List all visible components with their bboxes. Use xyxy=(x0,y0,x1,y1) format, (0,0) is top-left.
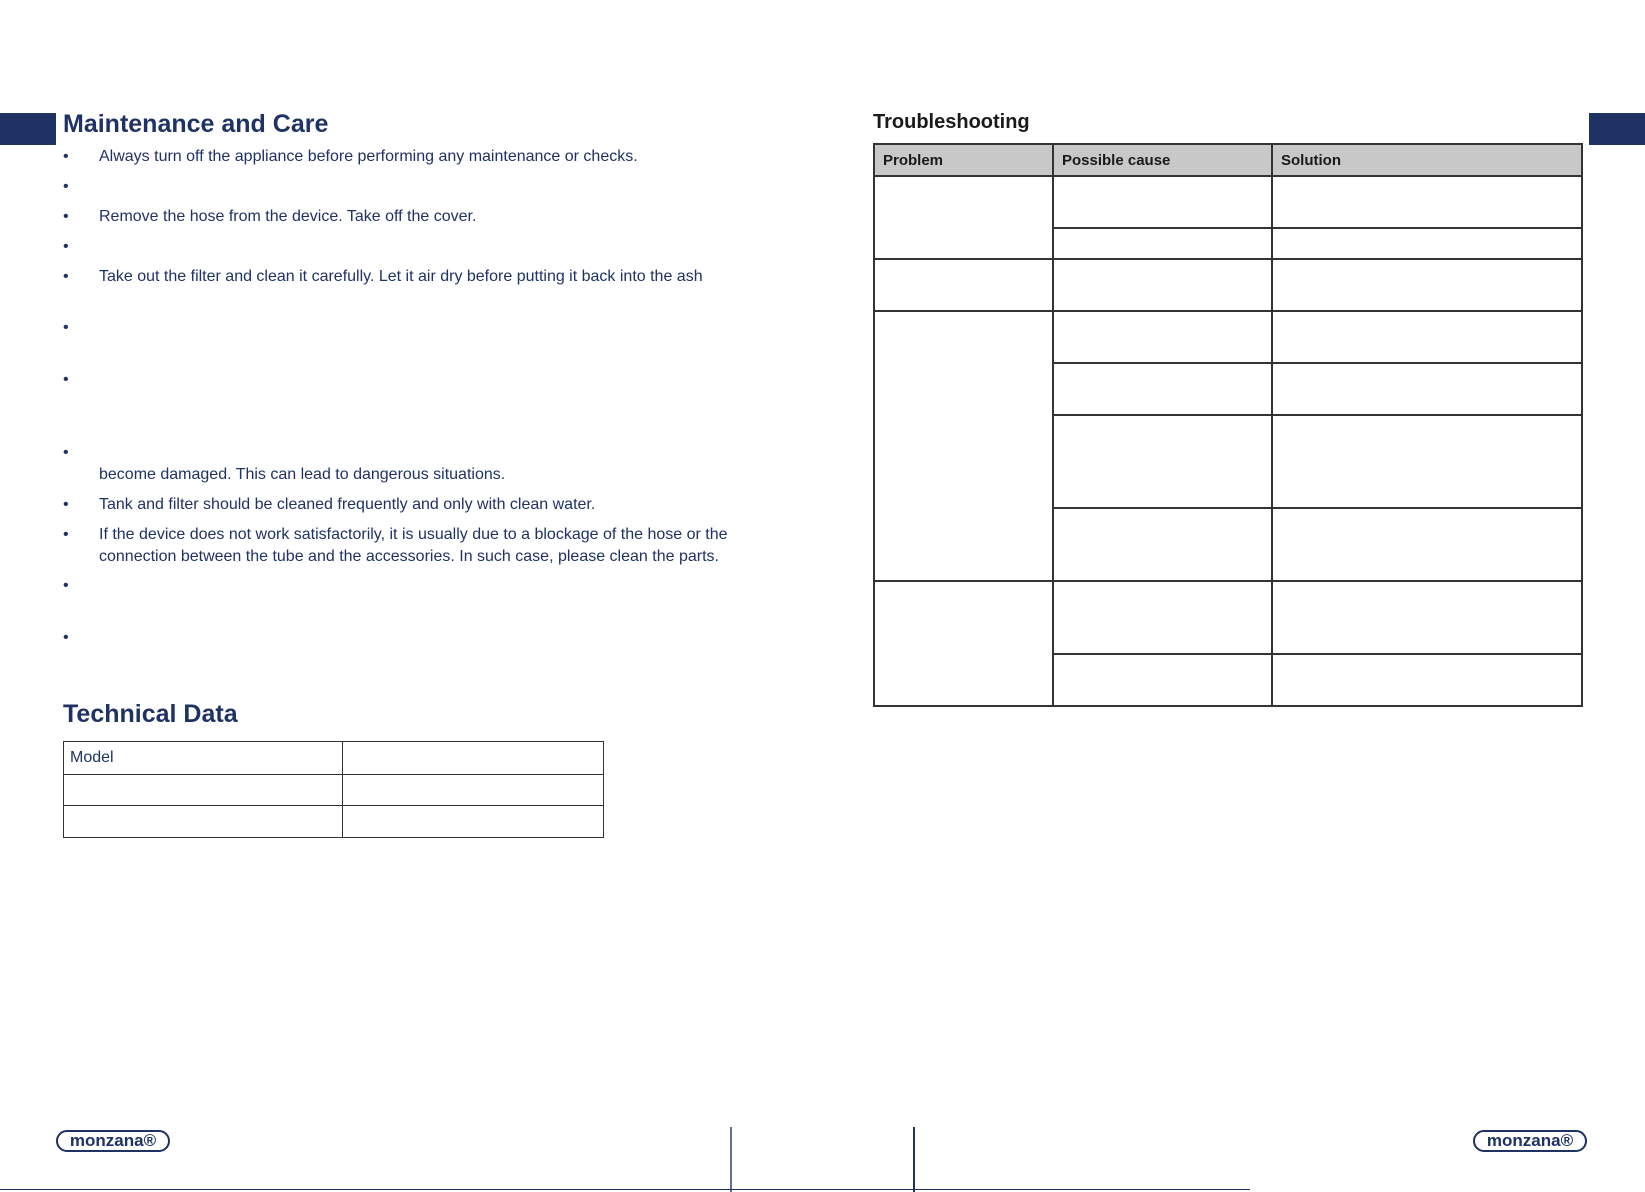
solution-cell xyxy=(1272,581,1582,654)
bullet-text: Take out the filter and clean it carefully. Let it air dry before putting it back into the ash xyxy=(99,268,703,285)
table-cell xyxy=(64,775,343,806)
troubleshooting-title: Troubleshooting xyxy=(873,111,1030,133)
bullet-marker: • xyxy=(63,444,69,461)
maintenance-title: Maintenance and Care xyxy=(63,110,329,138)
technical-data-table xyxy=(63,741,604,838)
table-cell xyxy=(343,742,604,775)
page-edge-tab-right xyxy=(1589,113,1645,145)
column-header-problem: Problem xyxy=(874,144,1053,176)
solution-cell xyxy=(1272,508,1582,581)
solution-cell xyxy=(1272,311,1582,363)
cause-cell xyxy=(1053,654,1272,706)
table-row xyxy=(64,742,604,775)
problem-cell xyxy=(874,311,1053,581)
cause-cell xyxy=(1053,311,1272,363)
table-cell xyxy=(343,806,604,838)
troubleshooting-table xyxy=(873,143,1583,707)
footer-divider xyxy=(730,1127,732,1192)
solution-cell xyxy=(1272,415,1582,508)
bullet-text: Tank and filter should be cleaned frequently and only with clean water. xyxy=(99,496,596,513)
bullet-marker: • xyxy=(63,238,69,255)
bullet-marker: • xyxy=(63,577,69,594)
cause-cell xyxy=(1053,415,1272,508)
cause-cell xyxy=(1053,259,1272,311)
table-header-row xyxy=(874,144,1582,176)
column-header-solution: Solution xyxy=(1272,144,1582,176)
monzana-logo: monzana® xyxy=(56,1130,170,1152)
bullet-text: Remove the hose from the device. Take off the cover. xyxy=(99,208,477,225)
bullet-text-line-2: connection between the tube and the accessories. In such case, please clean the parts. xyxy=(99,548,719,565)
solution-cell xyxy=(1272,228,1582,259)
footer-divider xyxy=(913,1127,915,1192)
bullet-marker: • xyxy=(63,496,69,513)
table-row xyxy=(64,775,604,806)
cause-cell xyxy=(1053,363,1272,415)
bullet-marker: • xyxy=(63,526,69,543)
technical-data-title: Technical Data xyxy=(63,700,238,728)
table-cell xyxy=(343,775,604,806)
table-row xyxy=(874,311,1582,363)
bullet-marker: • xyxy=(63,148,69,165)
bullet-text-line-2: become damaged. This can lead to dangerous situations. xyxy=(99,466,506,483)
bullet-marker: • xyxy=(63,371,69,388)
bullet-text: If the device does not work satisfactorily, it is usually due to a blockage of the hose or the xyxy=(99,526,728,543)
table-cell xyxy=(64,806,343,838)
solution-cell xyxy=(1272,654,1582,706)
cause-cell xyxy=(1053,228,1272,259)
bullet-text: Always turn off the appliance before performing any maintenance or checks. xyxy=(99,148,638,165)
bullet-marker: • xyxy=(63,319,69,336)
cause-cell xyxy=(1053,581,1272,654)
bullet-marker: • xyxy=(63,268,69,285)
bullet-marker: • xyxy=(63,629,69,646)
bullet-marker: • xyxy=(63,208,69,225)
column-header-possible-cause: Possible cause xyxy=(1053,144,1272,176)
cause-cell xyxy=(1053,176,1272,228)
solution-cell xyxy=(1272,259,1582,311)
table-row xyxy=(64,806,604,838)
table-row xyxy=(874,259,1582,311)
table-row xyxy=(874,176,1582,228)
footer-rule xyxy=(0,1189,1250,1190)
problem-cell xyxy=(874,176,1053,259)
table-row xyxy=(874,581,1582,654)
problem-cell xyxy=(874,581,1053,706)
table-cell: Model xyxy=(64,742,343,775)
cause-cell xyxy=(1053,508,1272,581)
monzana-logo: monzana® xyxy=(1473,1130,1587,1152)
bullet-marker: • xyxy=(63,178,69,195)
solution-cell xyxy=(1272,363,1582,415)
page-edge-tab-left xyxy=(0,113,56,145)
problem-cell xyxy=(874,259,1053,311)
solution-cell xyxy=(1272,176,1582,228)
